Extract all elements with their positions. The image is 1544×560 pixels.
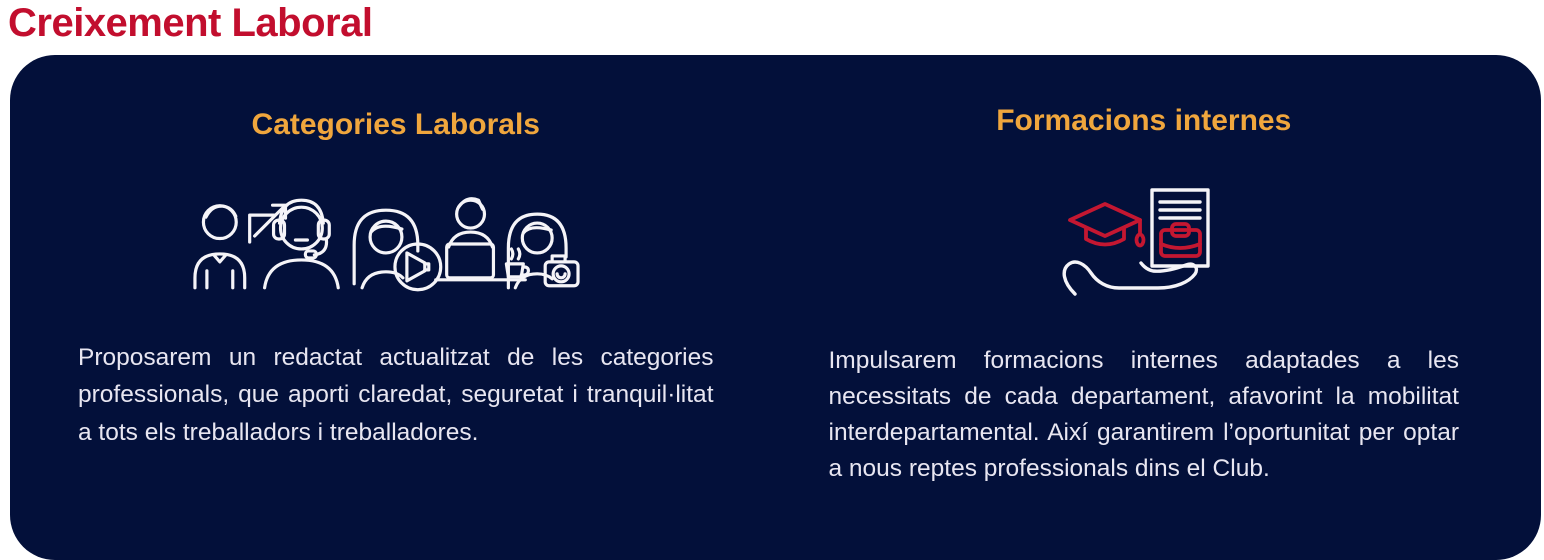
card-formacions-internes (776, 55, 1542, 560)
person-growth-arrow-icon (195, 205, 286, 288)
training-offer-illustration (1060, 185, 1228, 303)
card-paragraph-formacions: Impulsarem formacions internes adaptades a les necessitats de cada departament, afavorint la mobilitat interdepartamental. Així garantirem l’oportunitat per optar a nous reptes professionals dins el Club. (828, 347, 1459, 482)
card-heading-formacions: Formacions internes (996, 104, 1292, 137)
team-roles-illustration (186, 187, 582, 295)
content-panel (10, 55, 1541, 560)
card-paragraph-categories: Proposarem un redactat actualitzat de les categories professionals, que aporti claredat, seguretat i tranquil·litat a tots els treballadors i treballadores. (78, 344, 714, 446)
document-briefcase-icon (1152, 190, 1208, 266)
woman-megaphone-icon (354, 210, 441, 290)
open-hand-icon (1064, 262, 1196, 294)
card-heading-categories: Categories Laborals (251, 108, 540, 141)
page-title: Creixement Laboral (8, 1, 373, 45)
card-categories-laborals (10, 55, 776, 560)
graduation-cap-icon (1070, 204, 1144, 246)
laptop-coffee-worker-icon (435, 199, 528, 280)
